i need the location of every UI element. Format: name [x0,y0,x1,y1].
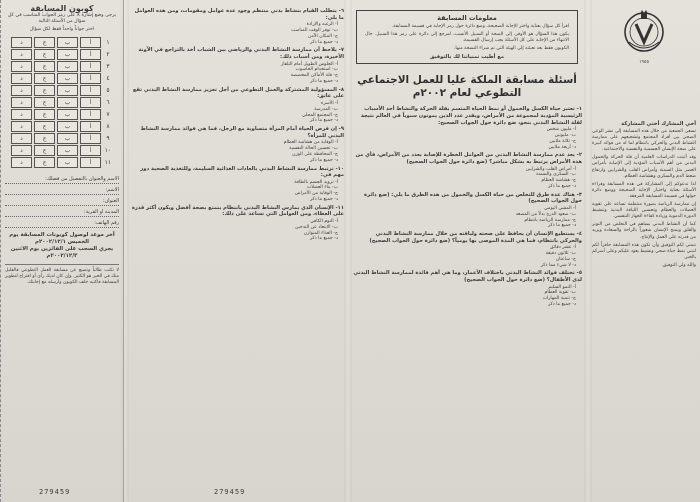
info-box [356,10,578,64]
answer-option-box[interactable]: ج [34,97,55,108]
answer-option-box[interactable]: د [11,145,32,156]
intro-column [588,0,700,502]
answer-option-box[interactable]: أ [80,61,101,72]
answer-option-box[interactable]: د [11,85,32,96]
intro-paragraph: كما أن النشاط البدني يساهم في التخلص من التوتر والقلق ويمنح الإنسان شعوراً بالراحة والسعادة ويزيد من قدرته على العمل والإنتاج. [592,222,696,240]
intro-paragraph: تسعى الجمعية من خلال هذه المسابقة إلى نشر الوعي الصحي بين أفراد المجتمع وتشجيعهم على ممارسة النشاط البدني والحركي بانتظام لما له من فوائد كبيرة على صحة الإنسان الجسمية والنفسية والاجتماعية. [592,129,696,153]
questions-main-column [348,0,586,502]
address-field[interactable]: العنوان: [5,198,119,206]
answer-option-box[interactable]: ج [34,145,55,156]
question-option: ب- تحسين الحالة النفسية [289,146,338,152]
serial-number: 279459 [214,488,246,496]
answer-option-box[interactable]: ب [57,145,78,156]
question-option: أ- المشي اليومي [544,205,576,211]
question-option: د- جميع ما ذكر [309,197,338,203]
question-number: ٧ [106,111,110,118]
answer-row [7,109,117,120]
answer-option-box[interactable]: د [11,97,32,108]
answer-option-box[interactable]: ج [34,37,55,48]
question-option: ج- الغذاء المتوازن [303,230,338,236]
question-option: ج- المحافظة على الوزن [292,151,338,157]
association-logo-icon [621,8,667,58]
coupon-serial-number: 279459 [39,488,71,496]
answer-option-box[interactable]: أ [80,157,101,168]
question-number: ٣ [106,63,110,70]
answer-row [7,85,117,96]
question-option: أ- مليون شخص [546,127,576,133]
question-block [124,87,348,124]
divider [5,264,119,265]
question-option: أ- الجلوس الطويل أمام التلفاز [281,61,338,67]
info-line: اقرأ كل سؤال بعناية واختر الإجابة الصحيحة، وضع دائرة حول رمز الإجابة في قسيمة المسابقة. [391,24,569,29]
question-option: ب- توفر الوقت المناسب [291,27,338,33]
question-option: ب- المدرسة [314,106,338,112]
question-number: ٢ [106,51,110,58]
answer-option-box[interactable]: ب [57,73,78,84]
coupon-note: اختر جواباً واحداً فقط لكل سؤال [29,27,95,32]
question-option: أ- الرغبة والإرادة [306,22,338,28]
intro-paragraph: نتمنى لكم التوفيق وأن تكون هذه المسابقة حافزاً لكم لتبني نمط حياة صحي ونشيط يعود عليكم وعلى أسركم بالخير. [592,242,696,260]
question-number: ١٠ [104,147,112,154]
question-block [124,205,348,242]
closing-note: لا تكتب طالباً وتضيع عن مسابقة العمل التطوعي فالقليل منك في الخير هو الكثير. وإن كان لديك رأي أو اقتراح لتطوير المسابقة فاكتبه خلف الكوبون وأرسله مع إجابتك. [5,268,119,285]
answer-option-box[interactable]: أ [80,145,101,156]
question-option: ب- الابتعاد عن التدخين [294,224,338,230]
answer-option-box[interactable]: ج [34,121,55,132]
answer-row [7,97,117,108]
question-block [348,152,586,189]
question-text: ١١- الإنسان الذي يمارس النشاط البدني بانتظام يتمتع بصحة أفضل ويكون أكثر قدرة على العطاء، ومن العوامل التي تساعد على ذلك: [131,204,344,218]
answer-row [7,61,117,72]
answer-option-box[interactable]: ج [34,73,55,84]
question-option: أ- الأسرة [320,100,338,106]
answer-option-box[interactable]: أ [80,73,101,84]
question-option: د- جميع ما ذكر [309,118,338,124]
question-option: د- جميع ما ذكر [309,157,338,163]
draw-date: يجري السحب على الفائزين يوم الاثنين ٢٠٠٢/١٢/٣م [10,246,114,259]
coupon-title: كوبون المسابقة [30,4,94,13]
deadline-heading: آخر موعد لوصول كوبونات المسابقة يوم الخميس ٢٠٠٢/١٢/١م [9,232,115,245]
question-option: ج- ثلاثة ملايين [549,138,576,144]
intro-paragraph: وقد أثبتت الدراسات العلمية أن قلة الحركة والخمول البدني من أهم الأسباب المؤدية إلى الإصابة بأمراض العصر مثل السمنة وأمراض القلب والشرايين وارتفاع ضغط الدم والسكري وهشاشة العظام. [592,155,696,179]
question-option: د- أربعة ملايين [548,144,576,150]
answer-option-box[interactable]: ج [34,85,55,96]
question-number: ١١ [104,159,112,166]
question-text: ٦- يتطلب القيام بنشاط بدني منتظم وجود عدة عوامل ومقومات، ومن هذه العوامل ما يلي: [134,8,344,21]
answer-option-box[interactable]: ب [57,37,78,48]
question-option: ج- الوقاية من الأمراض [294,191,338,197]
answer-option-box[interactable]: أ [80,121,101,132]
question-option: أ- النمو السليم [548,284,576,290]
answer-option-box[interactable]: ج [34,157,55,168]
answer-option-box[interactable]: ج [34,133,55,144]
fold-shadow [121,0,129,502]
question-block [348,270,586,307]
question-block [348,106,586,150]
phone-field[interactable]: رقم الهاتف: [5,220,119,228]
intro-paragraph: لذا ندعوكم إلى المشاركة في هذه المسابقة وقراءة الأسئلة بعناية واختيار الإجابة الصحيحة ووضع دائرة حولها في قسيمة المسابقة المرفقة. [592,181,696,199]
answer-option-box[interactable]: ب [57,85,78,96]
answer-option-box[interactable]: أ [80,97,101,108]
answer-option-box[interactable]: أ [80,133,101,144]
answer-option-box[interactable]: أ [80,109,101,120]
answer-option-box[interactable]: ب [57,109,78,120]
answer-option-box[interactable]: ب [57,121,78,132]
answer-option-box[interactable]: د [11,121,32,132]
answer-row [7,157,117,168]
logo-caption: ١٩٥٥ [639,60,649,65]
answer-row [7,121,117,132]
info-line: يكون هذا السؤال هو الأوفر، إلى الصحة أو السبيل الأنسب، لمرجع إلى دائرة على رمز هذا السبيل. حال الانتهاء من الإجابة على كل الأسئلة يجب إرسال القسيمة. [365,32,569,44]
question-option: أ- تزويد الجسم بالطاقة [294,179,338,185]
question-option: ج- قلة الأماكن المخصصة [290,73,338,79]
question-text: ٣- هناك عدة طرق للتخلص من حياة الكسل والخمول من هذه الطرق ما يلي: (ضع دائرة حول الجواب الصحيح) [364,191,582,205]
info-footer: مع أطيب تمنياتنا لك بالتوفيق [429,54,505,61]
question-option: د- جميع ما ذكر [309,78,338,84]
answer-option-box[interactable]: د [11,133,32,144]
question-number: ١ [106,39,110,46]
question-block [124,8,348,45]
answer-grid [1,37,123,168]
question-number: ٨ [106,123,110,130]
question-number: ٥ [106,87,110,94]
question-block [348,231,586,268]
question-option: أ- النوم الكافي [310,219,338,225]
answer-option-box[interactable]: ج [34,61,55,72]
question-option: ب- السكري والسمنة [536,172,576,178]
question-option: ب- صعود الدرج بدلاً من المصعد [515,211,576,217]
page-title: أسئلة مسابقة الملكة عليا للعمل الاجتماعي التطوعي لعام ٢٠٠٢م [357,74,577,100]
address-details-field[interactable]: الاسم والعنوان بالتفصيل من فضلك: [5,176,119,184]
question-block [124,126,348,163]
answer-option-box[interactable]: أ [80,49,101,60]
answer-row [7,133,117,144]
question-option: ب- ثلاثون دقيقة [545,251,576,257]
participant-fields [1,176,123,228]
question-text: ٤- يستطيع الإنسان أن يحافظ على صحته ولياقته من خلال ممارسة النشاط البدني والحركي بانتظام، فما هي المدة الموصى بها يومياً؟ (ضع دائرة حول الجواب الصحيح) [369,231,582,244]
question-block [348,192,586,229]
fold-shadow [584,0,592,502]
fold-shadow [344,0,352,502]
answer-option-box[interactable]: د [11,61,32,72]
intro-paragraph: والله ولي التوفيق. [661,262,696,268]
intro-text [588,121,700,269]
intro-paragraph: إن ممارسة الرياضة بصورة منتظمة تساعد على تقوية العضلات والعظام وتحسين اللياقة البدنية وتنشيط الدورة الدموية وزيادة كفاءة الجهاز التنفسي. [592,202,696,220]
answer-option-box[interactable]: د [11,73,32,84]
questions-secondary-column [123,0,348,502]
question-option: ج- تنمية المهارات [542,296,576,302]
answer-option-box[interactable]: ب [57,133,78,144]
answer-option-box[interactable]: ج [34,109,55,120]
question-option: ج- ساعتان [555,256,576,262]
question-option: ج- هشاشة العظام [541,178,576,184]
coupon-instructions: يرجى وضع إشارة X على رمز الجواب المناسب في كل سؤال من الأسئلة التالية [7,13,117,24]
question-option: ج- المكان الآمن [307,33,338,39]
question-block [124,166,348,203]
city-field[interactable]: المدينة أو القرية: [5,209,119,217]
question-option: ب- بناء العضلات [306,185,338,191]
answer-option-box[interactable]: ب [57,97,78,108]
info-line: الكوبون فقط بعد تعبئته إلى الهيئة التي تم شراء النسخة منها. [453,46,569,52]
question-text: ٢- يعد عدم ممارسة النشاط البدني من العوامل الخطرة للإصابة بعدد من الأمراض، فأي من هذه الأمراض يرتبط به بشكل مباشر؟ (ضع دائرة حول الجواب الصحيح) [355,152,582,165]
name-field[interactable]: الاسم: [5,187,119,195]
question-option: د- لا شيء مما ذكر [540,262,576,268]
question-block [124,47,348,84]
answer-option-box[interactable]: ب [57,61,78,72]
answer-row [7,37,117,48]
question-number: ٦ [106,99,110,106]
answer-row [7,145,117,156]
question-text: ٩- إن فرص الحياة أمام المرأة متساوية مع الرجل، فما هي فوائد ممارسة النشاط البدني للمرأة؟ [140,126,344,139]
answer-option-box[interactable]: ب [57,49,78,60]
answer-option-box[interactable]: د [11,157,32,168]
answer-option-box[interactable]: د [11,37,32,48]
question-option: أ- الوقاية من هشاشة العظام [283,140,338,146]
question-option: د- جميع ما ذكر [547,223,576,229]
question-option: ب- تقوية العظام [544,290,576,296]
question-text: ٨- المسؤولية المشتركة والعمل التطوعي من أجل تعزيز ممارسة النشاط البدني تقع على عاتق: [132,86,344,100]
salutation: أخي المشارك أختي المشاركة [621,121,696,127]
answer-option-box[interactable]: ج [34,49,55,60]
coupon-column [0,0,123,502]
answer-option-box[interactable]: د [11,109,32,120]
answer-option-box[interactable]: ب [57,157,78,168]
question-text: ١- تعتبر حياة الكسل والخمول أو نمط الحياة المتسم بقلة الحركة والنشاط أحد الأسباب الرئيسية المؤدية لمجموعة من الأمراض، ويقدر عدد الذين يموتون سنوياً في العالم نتيجة لقلة النشاط البدني بنحو، ضع دائرة حول الجواب الصحيح: [360,106,582,126]
question-option: د- جميع ما ذكر [309,236,338,242]
answer-option-box[interactable]: د [11,49,32,60]
question-option: أ- أمراض القلب والشرايين [525,166,576,172]
question-option: د- جميع ما ذكر [547,302,576,308]
answer-row [7,73,117,84]
answer-option-box[interactable]: أ [80,85,101,96]
question-text: ١٠- ترتبط ممارسة النشاط البدني بالعادات الغذائية السليمة، وللتغذية الصحية دور مهم في: [140,165,344,179]
question-number: ٤ [106,75,110,82]
question-option: ب- استخدام الحاسوب [295,67,338,73]
question-option: د- جميع ما ذكر [309,39,338,45]
answer-option-box[interactable]: أ [80,37,101,48]
answer-row [7,49,117,60]
question-option: ب- مليونين [554,132,576,138]
question-text: ٧- يلاحظ أن ممارسة النشاط البدني والرياضي بين الشباب أخذ بالتراجع في الآونة الأخيرة، ومن أسباب ذلك: [138,47,344,60]
question-option: د- جميع ما ذكر [547,183,576,189]
question-option: ج- المجتمع المحلي [302,112,338,118]
question-option: أ- عشر دقائق [550,245,576,251]
info-title: معلومات المسابقة [437,14,497,22]
question-text: ٥- تختلف فوائد النشاط البدني باختلاف الأعمار، وما هي أهم فائدة لممارسة النشاط البدني لدى الأطفال؟ (ضع دائرة حول الجواب الصحيح) [353,270,582,284]
question-option: ج- ممارسة الرياضة بانتظام [524,217,576,223]
question-number: ٩ [106,135,110,142]
